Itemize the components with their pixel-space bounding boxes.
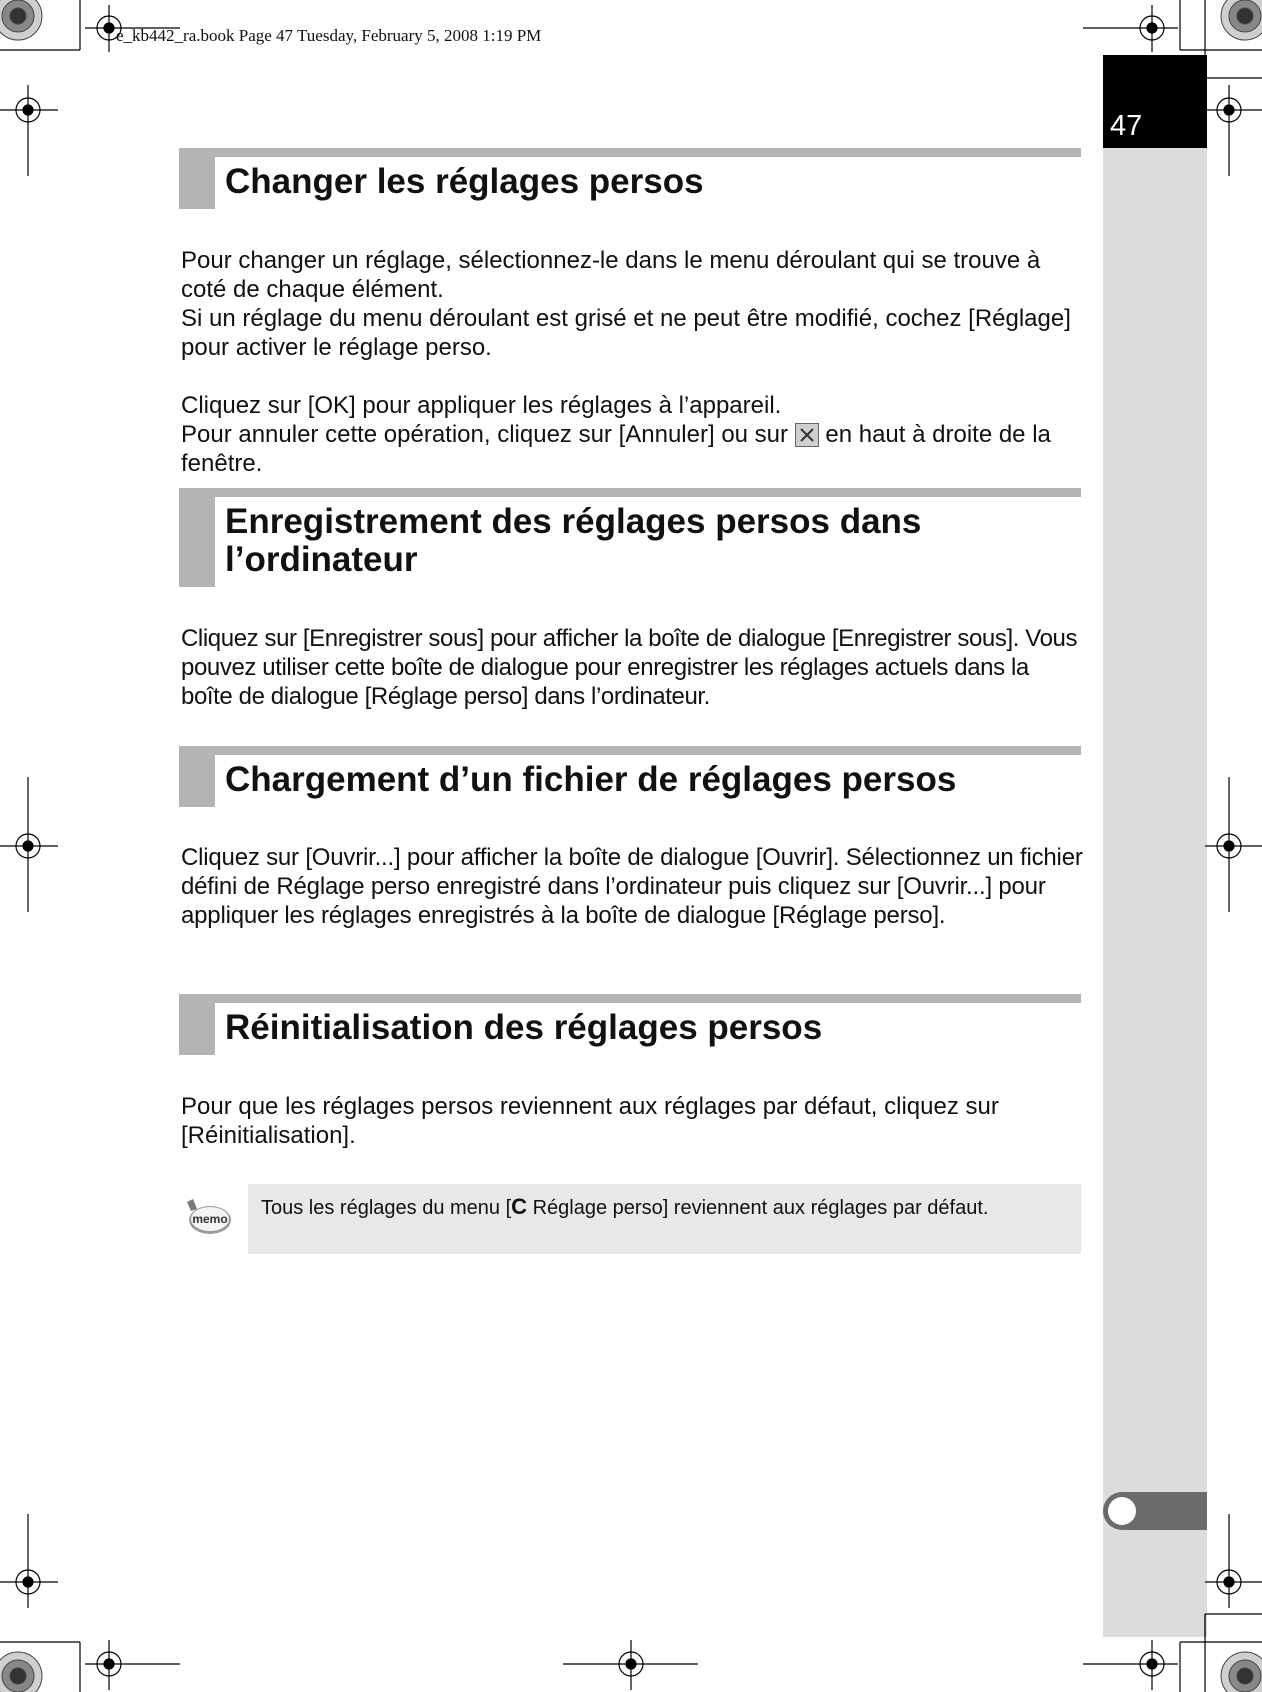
registration-mark-icon — [1083, 5, 1178, 52]
color-calibration-wheel-icon — [1221, 1652, 1262, 1692]
section-title: Changer les réglages persos — [225, 162, 704, 201]
memo-icon — [183, 1196, 233, 1238]
paragraph-text: Pour annuler cette opération, cliquez sur [Annuler] ou sur — [181, 421, 789, 448]
section-heading-bar — [179, 1003, 215, 1055]
paragraph — [181, 420, 1085, 478]
registration-mark-icon — [563, 1640, 698, 1690]
section-heading — [179, 994, 1081, 1055]
paragraph: Si un réglage du menu déroulant est grisé et ne peut être modifié, cochez [Réglage] pour activer le réglage perso. — [181, 305, 1071, 361]
section-body — [181, 624, 1085, 711]
memo-icon-label: memo — [192, 1212, 228, 1226]
section-body — [181, 246, 1085, 478]
section-title: Réinitialisation des réglages persos — [225, 1008, 823, 1047]
section-heading-bar — [179, 755, 215, 807]
registration-mark-icon — [1205, 777, 1262, 912]
paragraph: Cliquez sur [Enregistrer sous] pour afficher la boîte de dialogue [Enregistrer sous]. Vous pouvez utiliser cette boîte de dialogue pour enregistrer les réglages actuels dans la boîte de dialogue [Réglage perso] dans l’ordinateur. — [181, 625, 1078, 710]
color-calibration-wheel-icon — [1221, 0, 1262, 40]
section-heading — [179, 746, 1081, 807]
memo-text-part: Réglage perso] reviennent aux réglages par défaut. — [527, 1197, 989, 1219]
memo-text-part: Tous les réglages du menu [ — [261, 1197, 512, 1219]
section-heading-bar — [179, 497, 215, 587]
section-title: Chargement d’un fichier de réglages persos — [225, 760, 957, 799]
color-calibration-wheel-icon — [0, 0, 42, 40]
section-heading — [179, 148, 1081, 209]
memo-text — [261, 1194, 1081, 1221]
registration-mark-icon — [0, 85, 58, 176]
paragraph-text: en haut à droite de la fenêtre. — [181, 421, 1051, 477]
paragraph: Cliquez sur [OK] pour appliquer les réglages à l’appareil. — [181, 392, 782, 419]
section-body — [181, 1092, 1085, 1150]
paragraph: Pour que les réglages persos reviennent aux réglages par défaut, cliquez sur [Réinitialisation]. — [181, 1093, 999, 1149]
window-close-icon — [795, 423, 819, 447]
print-header: e_kb442_ra.book Page 47 Tuesday, February 5, 2008 1:19 PM — [116, 26, 542, 45]
registration-mark-icon — [0, 1514, 58, 1608]
paragraph: Pour changer un réglage, sélectionnez-le dans le menu déroulant qui se trouve à coté de chaque élément. — [181, 247, 1041, 303]
registration-mark-icon — [1205, 85, 1262, 176]
paragraph: Cliquez sur [Ouvrir...] pour afficher la boîte de dialogue [Ouvrir]. Sélectionnez un fichier défini de Réglage perso enregistré dans l’ordinateur puis cliquez sur [Ouvrir...] pour appliquer les réglages enregistrés à la boîte de dialogue [Réglage perso]. — [181, 844, 1083, 929]
section-heading-bar — [179, 157, 215, 209]
section-body — [181, 843, 1085, 930]
registration-mark-icon — [85, 1640, 180, 1690]
custom-menu-symbol: C — [511, 1194, 528, 1219]
section-heading — [179, 488, 1081, 587]
chapter-tab-dot — [1108, 1497, 1136, 1525]
side-tab — [1103, 55, 1207, 1637]
color-calibration-wheel-icon — [0, 1652, 42, 1692]
registration-mark-icon — [1083, 1640, 1178, 1690]
page-number: 47 — [1110, 110, 1143, 142]
registration-mark-icon — [0, 777, 58, 912]
registration-mark-icon — [1205, 1514, 1262, 1608]
section-title: Enregistrement des réglages persos dans l’ordinateur — [225, 502, 922, 579]
